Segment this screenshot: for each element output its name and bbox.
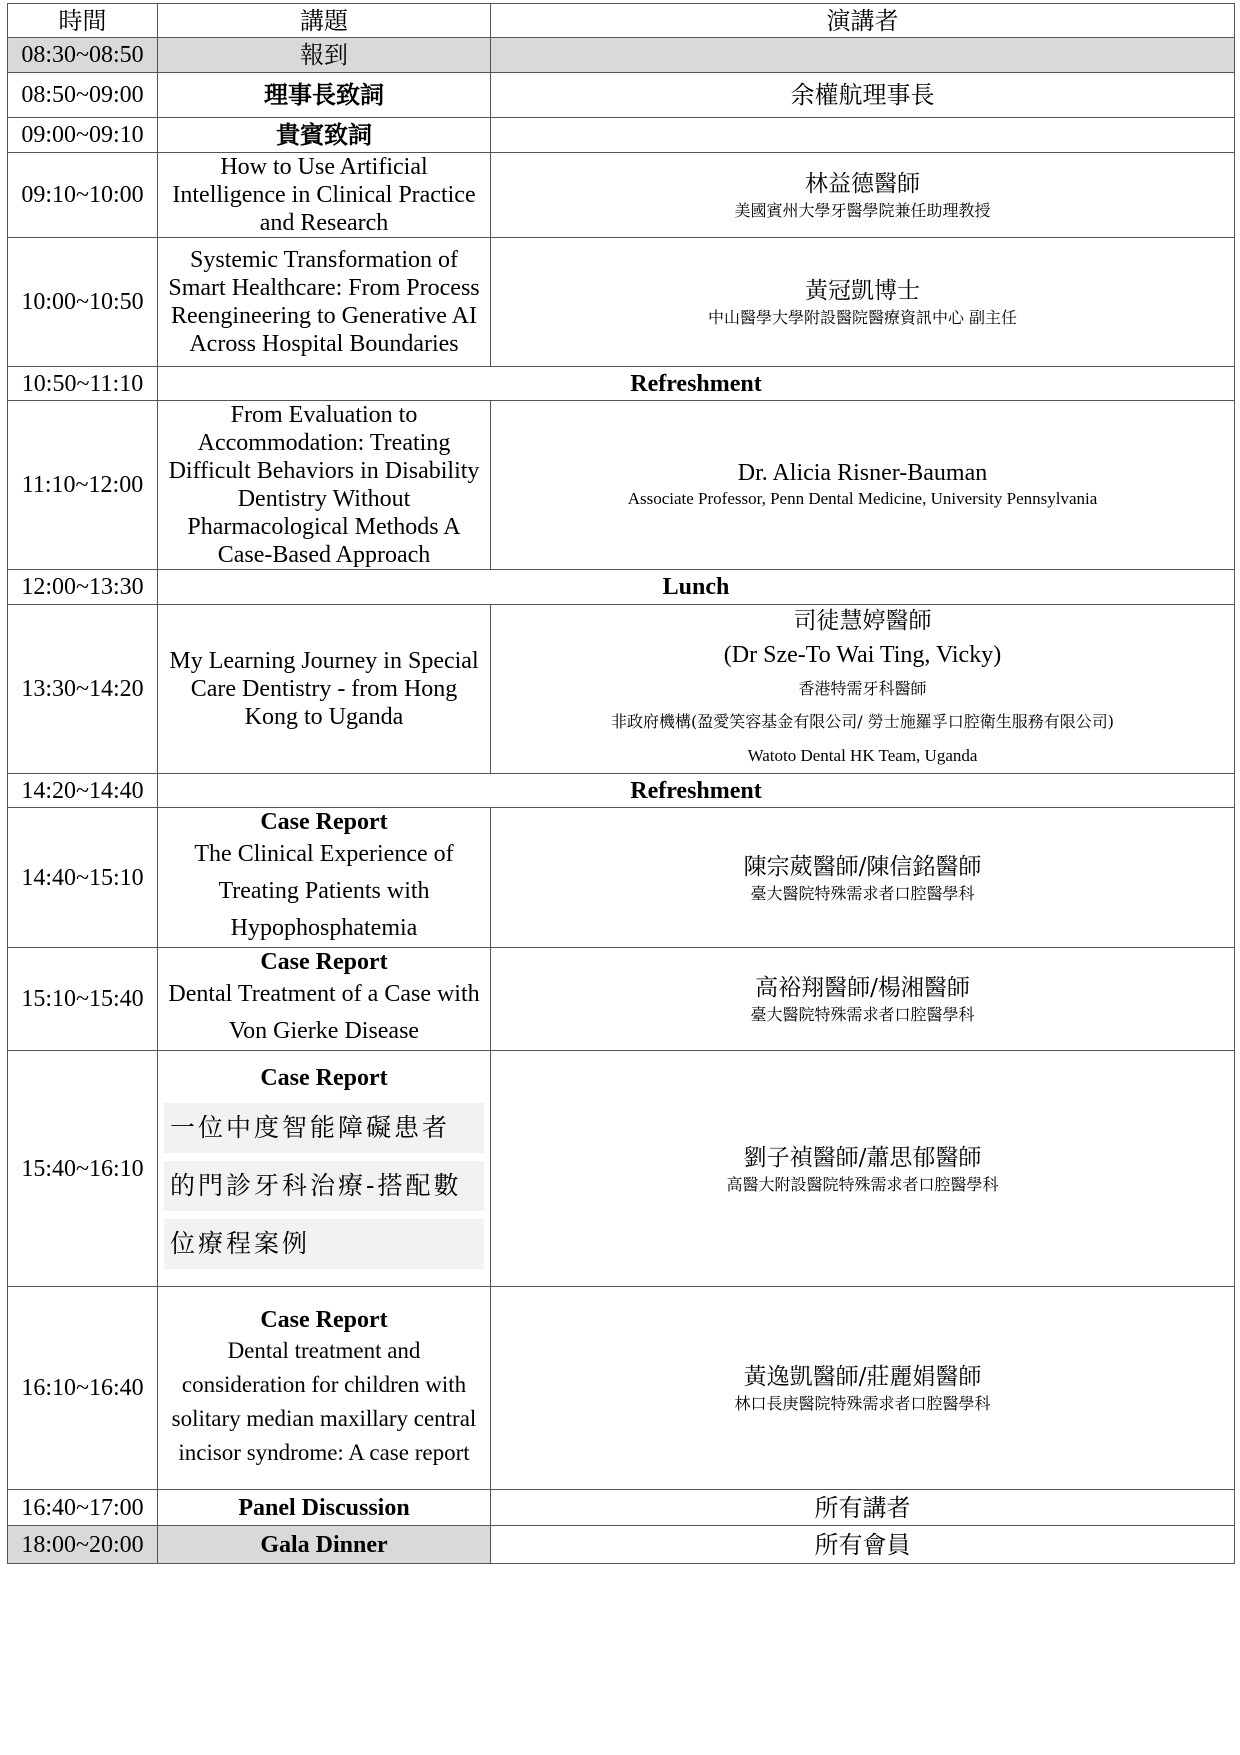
table-row <box>8 808 1235 948</box>
topic-cell: 貴賓致詞 <box>158 118 491 153</box>
speaker-affiliation: 林口長庚醫院特殊需求者口腔醫學科 <box>734 1394 991 1413</box>
time-cell: 08:30~08:50 <box>8 38 158 73</box>
speaker-name: 司徒慧婷醫師 <box>793 608 932 634</box>
speaker-cell <box>491 808 1235 948</box>
table-row <box>8 1287 1235 1490</box>
topic-cell: My Learning Journey in Special Care Dentistry - from Hong Kong to Uganda <box>158 605 491 774</box>
speaker-name: 黃逸凱醫師/莊麗娟醫師 <box>743 1364 982 1390</box>
time-cell: 10:50~11:10 <box>8 367 158 401</box>
topic-cell: Gala Dinner <box>158 1526 491 1564</box>
speaker-affiliation: 臺大醫院特殊需求者口腔醫學科 <box>750 1005 975 1024</box>
time-cell: 15:40~16:10 <box>8 1051 158 1287</box>
break-label: Refreshment <box>158 774 1235 808</box>
speaker-affiliation: 美國賓州大學牙醫學院兼任助理教授 <box>734 201 991 220</box>
speaker-affiliation-3: Watoto Dental HK Team, Uganda <box>747 746 978 765</box>
speaker-cell <box>491 153 1235 238</box>
time-cell: 09:10~10:00 <box>8 153 158 238</box>
break-label: Lunch <box>158 570 1235 605</box>
speaker-cell <box>491 605 1235 774</box>
header-topic: 講題 <box>158 4 491 38</box>
time-cell: 16:10~16:40 <box>8 1287 158 1490</box>
header-time: 時間 <box>8 4 158 38</box>
time-cell: 15:10~15:40 <box>8 948 158 1051</box>
speaker-affiliation-2: 非政府機構(盈愛笑容基金有限公司/ 勞士施羅孚口腔衛生服務有限公司) <box>611 712 1114 731</box>
topic-text: Dental treatment and consideration for children with solitary median maxillary central incisor syndrome: A case report <box>171 1338 477 1465</box>
table-row <box>8 1051 1235 1287</box>
table-row <box>8 774 1235 808</box>
topic-line: 位療程案例 <box>164 1219 484 1269</box>
case-report-label: Case Report <box>260 1064 388 1091</box>
header-row <box>8 4 1235 38</box>
table-row <box>8 605 1235 774</box>
topic-line: 一位中度智能障礙患者 <box>164 1103 484 1153</box>
speaker-name: Dr. Alicia Risner-Bauman <box>737 460 988 486</box>
speaker-cell: 所有會員 <box>491 1526 1235 1564</box>
case-report-label: Case Report <box>260 809 388 835</box>
time-cell: 10:00~10:50 <box>8 238 158 367</box>
speaker-name: 林益德醫師 <box>805 171 920 197</box>
time-cell: 16:40~17:00 <box>8 1490 158 1526</box>
speaker-name-en: (Dr Sze-To Wai Ting, Vicky) <box>723 642 1002 668</box>
table-row <box>8 1526 1235 1564</box>
table-row <box>8 367 1235 401</box>
table-row <box>8 570 1235 605</box>
speaker-name: 陳宗葳醫師/陳信銘醫師 <box>743 853 982 880</box>
speaker-cell <box>491 118 1235 153</box>
time-cell: 14:20~14:40 <box>8 774 158 808</box>
speaker-cell: 所有講者 <box>491 1490 1235 1526</box>
topic-text: Dental Treatment of a Case with Von Gierke Disease <box>168 981 480 1044</box>
topic-text: The Clinical Experience of Treating Patients with Hypophosphatemia <box>194 841 454 941</box>
topic-cell <box>158 1051 491 1287</box>
topic-cell: 理事長致詞 <box>158 73 491 118</box>
speaker-cell <box>491 38 1235 73</box>
time-cell: 18:00~20:00 <box>8 1526 158 1564</box>
speaker-affiliation: 香港特需牙科醫師 <box>798 679 927 698</box>
topic-cell: Systemic Transformation of Smart Healthcare: From Process Reengineering to Generative AI Across Hospital Boundaries <box>158 238 491 367</box>
speaker-affiliation: 中山醫學大學附設醫院醫療資訊中心 副主任 <box>707 308 1018 327</box>
table-row <box>8 238 1235 367</box>
speaker-affiliation: Associate Professor, Penn Dental Medicine, University Pennsylvania <box>627 489 1098 508</box>
speaker-name: 黃冠凱博士 <box>805 278 920 304</box>
header-speaker: 演講者 <box>491 4 1235 38</box>
topic-cell: 報到 <box>158 38 491 73</box>
time-cell: 08:50~09:00 <box>8 73 158 118</box>
speaker-name: 劉子禎醫師/蕭思郁醫師 <box>743 1144 982 1171</box>
table-row <box>8 1490 1235 1526</box>
case-report-label: Case Report <box>260 949 388 975</box>
schedule-table <box>7 3 1235 1564</box>
speaker-cell: 余權航理事長 <box>491 73 1235 118</box>
speaker-cell <box>491 401 1235 570</box>
table-row <box>8 401 1235 570</box>
speaker-affiliation: 高醫大附設醫院特殊需求者口腔醫學科 <box>726 1174 999 1194</box>
time-cell: 09:00~09:10 <box>8 118 158 153</box>
table-row <box>8 73 1235 118</box>
table-row <box>8 118 1235 153</box>
speaker-cell <box>491 948 1235 1051</box>
table-row <box>8 153 1235 238</box>
topic-cell: From Evaluation to Accommodation: Treating Difficult Behaviors in Disability Dentistry Without Pharmacological Methods A Case-Based Approach <box>158 401 491 570</box>
topic-cell <box>158 948 491 1051</box>
break-label: Refreshment <box>158 367 1235 401</box>
time-cell: 13:30~14:20 <box>8 605 158 774</box>
speaker-cell <box>491 1051 1235 1287</box>
topic-cell <box>158 1287 491 1490</box>
speaker-cell <box>491 1287 1235 1490</box>
topic-cell: Panel Discussion <box>158 1490 491 1526</box>
table-row <box>8 38 1235 73</box>
topic-cell: How to Use Artificial Intelligence in Clinical Practice and Research <box>158 153 491 238</box>
topic-line: 的門診牙科治療-搭配數 <box>164 1161 484 1211</box>
speaker-name: 高裕翔醫師/楊湘醫師 <box>755 975 970 1001</box>
topic-cell <box>158 808 491 948</box>
time-cell: 11:10~12:00 <box>8 401 158 570</box>
time-cell: 14:40~15:10 <box>8 808 158 948</box>
time-cell: 12:00~13:30 <box>8 570 158 605</box>
table-row <box>8 948 1235 1051</box>
speaker-affiliation: 臺大醫院特殊需求者口腔醫學科 <box>750 883 975 903</box>
case-report-label: Case Report <box>260 1307 388 1333</box>
speaker-cell <box>491 238 1235 367</box>
